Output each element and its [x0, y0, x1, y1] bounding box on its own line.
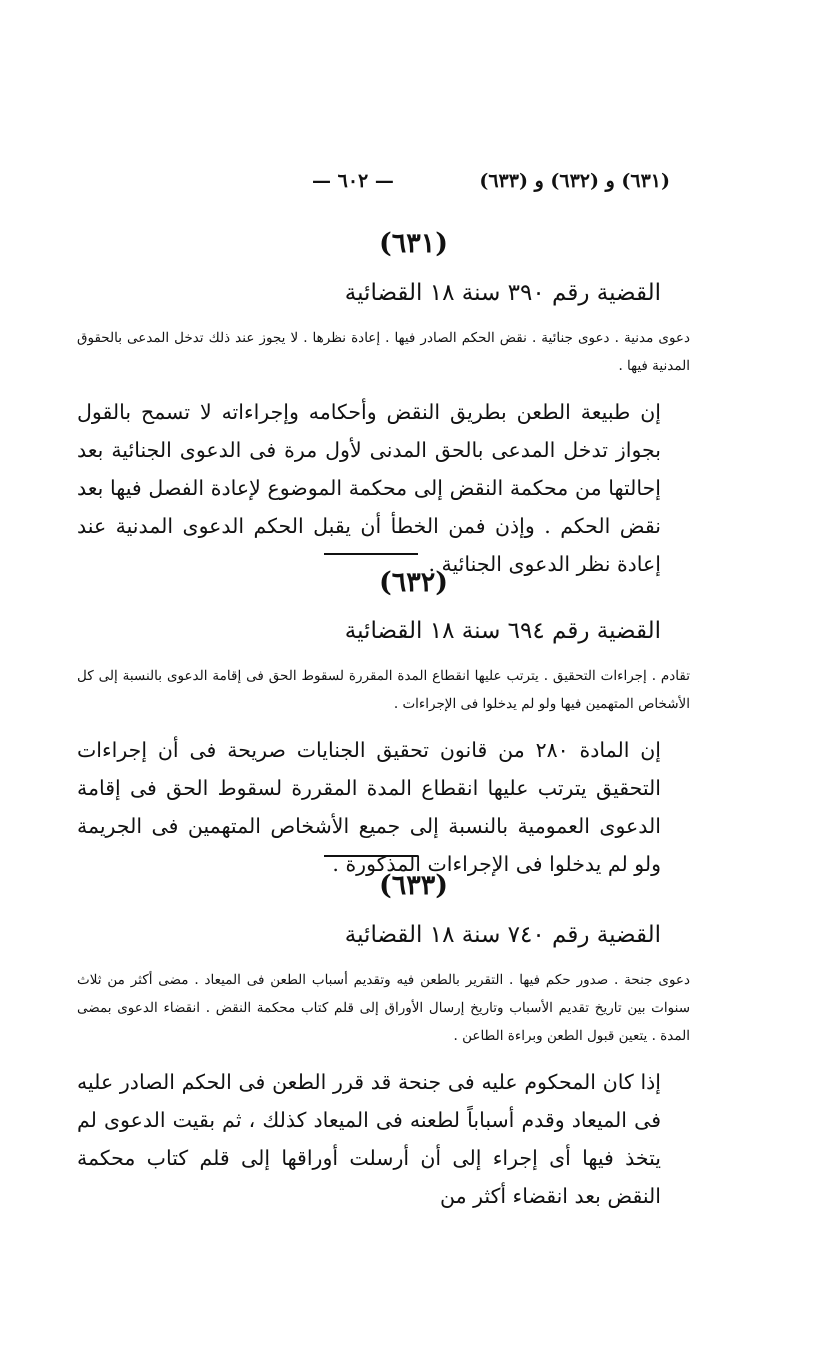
case-title-631: القضية رقم ٣٩٠ سنة ١٨ القضائية	[344, 280, 661, 306]
case-number-631: (٦٣١)	[378, 228, 449, 259]
case-summary-631: دعوى مدنية . دعوى جنائية . نقض الحكم الصادر فيها . إعادة نظرها . لا يجوز عند ذلك تدخل المدعى بالحقوق المدنية فيها .	[77, 330, 690, 374]
running-header	[80, 170, 670, 196]
header-case-range: (٦٣١) و (٦٣٢) و (٦٣٣)	[479, 170, 670, 192]
case-summary-632: تقادم . إجراءات التحقيق . يترتب عليها انقطاع المدة المقررة لسقوط الحق فى إقامة الدعوى بالنسبة إلى كل الأشخاص المتهمين فيها ولو لم يدخلوا فى الإجراءات .	[77, 668, 690, 712]
case-number-633: (٦٣٣)	[378, 870, 449, 901]
case-summary-633: دعوى جنحة . صدور حكم فيها . التقرير بالطعن فيه وتقديم أسباب الطعن فى الميعاد . مضى أكثر من ثلاث سنوات بين تاريخ تقديم الأسباب وتاريخ إرسال الأوراق إلى قلم كتاب محكمة النقض . انقضاء الدعوى بمضى المدة . يتعين قبول الطعن وبراءة الطاعن .	[77, 972, 690, 1044]
case-body-632: إن المادة ٢٨٠ من قانون تحقيق الجنايات صريحة فى أن إجراءات التحقيق يترتب عليها انقطاع المدة المقررة لسقوط الحق فى إقامة الدعوى العمومية بالنسبة إلى جميع الأشخاص المتهمين فى الجريمة ولو لم يدخلوا فى الإجراءات المذكورة .	[77, 738, 661, 876]
case-title-632: القضية رقم ٦٩٤ سنة ١٨ القضائية	[344, 618, 661, 644]
case-body-633: إذا كان المحكوم عليه فى جنحة قد قرر الطعن فى الحكم الصادر عليه فى الميعاد وقدم أسباباً لطعنه فى الميعاد كذلك ، ثم بقيت الدعوى لم يتخذ فيها أى إجراء إلى أن أرسلت أوراقها إلى قلم كتاب محكمة النقض بعد انقضاء أكثر من	[77, 1070, 661, 1208]
page-number: — ٦٠٢ —	[312, 170, 394, 192]
section-divider-1	[324, 553, 418, 555]
case-title-633: القضية رقم ٧٤٠ سنة ١٨ القضائية	[344, 922, 661, 948]
case-body-631: إن طبيعة الطعن بطريق النقض وأحكامه وإجراءاته لا تسمح بالقول بجواز تدخل المدعى بالحق المدنى لأول مرة فى الدعوى الجنائية بعد إحالتها من محكمة النقض إلى محكمة الموضوع لإعادة الفصل فيها بعد نقض الحكم . وإذن فمن الخطأ أن يقبل الحكم الدعوى المدنية عند إعادة نظر الدعوى الجنائية .	[77, 400, 661, 576]
section-divider-2	[324, 855, 418, 857]
case-number-632: (٦٣٢)	[378, 567, 449, 598]
